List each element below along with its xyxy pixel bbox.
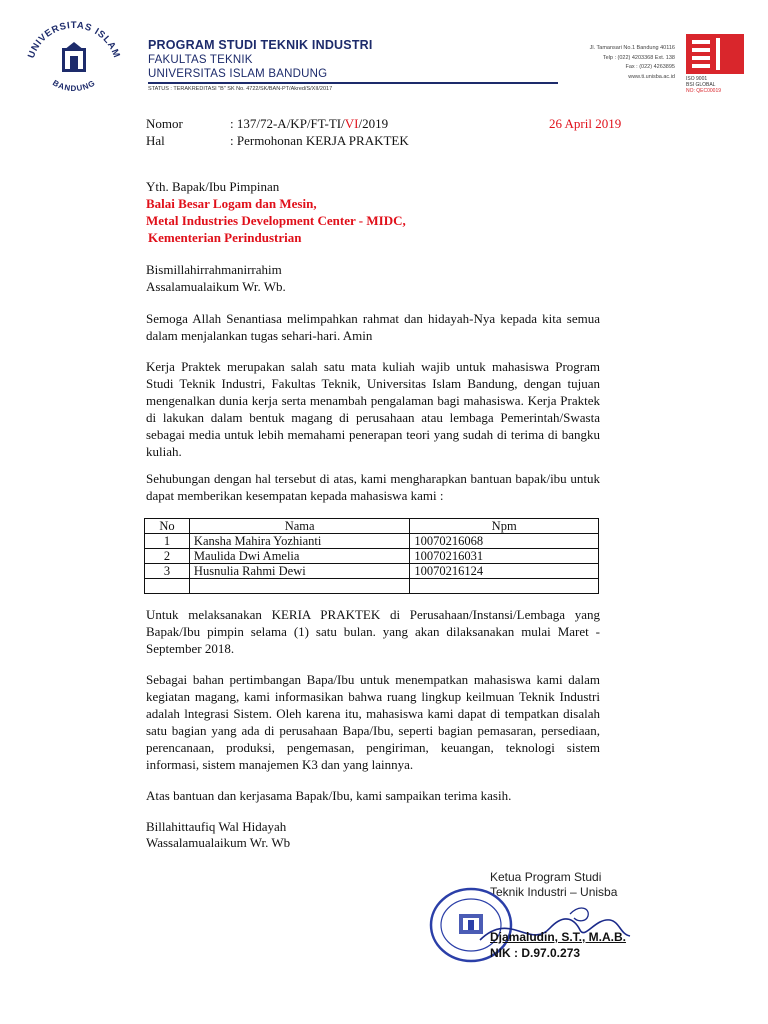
cell-nama: Kansha Mahira Yozhianti — [189, 534, 409, 549]
table-row — [145, 564, 599, 579]
cell-nama: Maulida Dwi Amelia — [189, 549, 409, 564]
website-line: www.ti.unisba.ac.id — [628, 73, 675, 80]
recipient-greeting: Yth. Bapak/Ibu Pimpinan — [146, 179, 280, 194]
university-logo-icon — [18, 18, 130, 96]
paragraph-3: Sehubungan dengan hal tersebut di atas, kami mengharapkan bantuan bapak/ibu untuk dapat memberikan kesempatan kepada mahasiswa kami : — [146, 471, 600, 503]
paragraph-1: Semoga Allah Senantiasa melimpahkan rahmat dan hidayah-Nya kepada kita semua dalam menjalankan tugas sehari-hari. Amin — [146, 311, 600, 343]
table-header-row — [145, 519, 599, 534]
table-row — [145, 549, 599, 564]
logo-text-bottom: BANDUNG — [50, 78, 98, 94]
program-name: PROGRAM STUDI TEKNIK INDUSTRI — [148, 38, 373, 52]
closing-line-1: Billahittaufiq Wal Hidayah — [146, 819, 287, 834]
address-line: Jl. Tamansari No.1 Bandung 40116 — [589, 45, 675, 51]
fax-line: Fax : (022) 4263895 — [625, 64, 675, 70]
cell-no: 3 — [145, 564, 190, 579]
cell-npm — [410, 579, 599, 594]
paragraph-4: Untuk melaksanakan KERIA PRAKTEK di Perusahaan/Instansi/Lembaga yang Bapak/Ibu pimpin selama (1) satu bulan. yang akan dilaksanakan mulai Maret - September 2018. — [146, 607, 600, 656]
student-table — [144, 518, 599, 594]
paragraph-6: Atas bantuan dan kerjasama Bapak/Ibu, kami sampaikan terima kasih. — [146, 788, 512, 803]
signatory-name: Djamaludin, S.T., M.A.B. — [490, 930, 627, 944]
university-name: UNIVERSITAS ISLAM BANDUNG — [148, 68, 328, 80]
nomor-label: Nomor — [146, 116, 183, 131]
opening-basmalah: Bismillahirrahmanirrahim — [146, 262, 282, 277]
cell-npm: 10070216124 — [410, 564, 599, 579]
cert-body-label: BSI GLOBAL — [686, 82, 716, 88]
address-block — [520, 44, 675, 82]
cell-npm: 10070216068 — [410, 534, 599, 549]
cell-no: 1 — [145, 534, 190, 549]
faculty-name: FAKULTAS TEKNIK — [148, 54, 253, 66]
phone-line: Telp : (022) 4203368 Ext. 138 — [602, 54, 675, 61]
cert-iso-label: ISO 9001 — [686, 76, 708, 82]
paragraph-5: Sebagai bahan pertimbangan Bapa/Ibu untuk menempatkan mahasiswa kami dalam kegiatan magang, kami informasikan bahwa ruang lingkup keilmuan Teknik Industri adalah lntegrasi Sistem. Oleh karena itu, mahasiswa kami dapat di tempatkan disalah satu bagian yang ada di perusahaan Bapa/Ibu, seperti bagian pemasaran, persediaan, perencanaan, produksi, pengemasan, pengiriman, keuangan, teknologi sistem informasi, sistem manajemen K3 dan yang lainnya. — [146, 672, 600, 772]
column-header-no: No — [145, 519, 190, 534]
hal-value: : Permohonan KERJA PRAKTEK — [230, 133, 409, 148]
letterhead-divider — [148, 82, 558, 84]
signatory-title-line-1: Ketua Program Studi — [490, 870, 602, 884]
accreditation-status: STATUS : TERAKREDITASI "B" SK No. 4722/SK/BAN-PT/Akred/S/XII/2017 — [148, 86, 333, 92]
cell-npm: 10070216031 — [410, 549, 599, 564]
nomor-suffix: /2019 — [358, 116, 389, 131]
letter-date: 26 April 2019 — [549, 116, 622, 131]
cell-nama — [189, 579, 409, 594]
recipient-line-3: Kementerian Perindustrian — [148, 230, 302, 245]
table-row — [145, 534, 599, 549]
cell-no: 2 — [145, 549, 190, 564]
nomor-value — [230, 115, 388, 132]
column-header-npm: Npm — [410, 519, 599, 534]
cert-number-label: NO: QEC00019 — [686, 88, 722, 94]
column-header-nama: Nama — [189, 519, 409, 534]
recipient-line-2: Metal Industries Development Center - MIDC, — [146, 213, 406, 228]
svg-text:BANDUNG — [51, 78, 97, 93]
paragraph-2: Kerja Praktek merupakan salah satu mata kuliah wajib untuk mahasiswa Program Studi Teknik Industri, Fakultas Teknik, Universitas Islam Bandung, dengan tujuan mengenalkan dunia kerja serta menambah pengalaman bagi mahasiswa. Kerja Praktek di lakukan dalam bentuk magang di perusahaan atau lembaga Pemerintah/Swasta sebagai media untuk lebih memahami penerapan teori yang sudah di terima di bangku kuliah. — [146, 359, 600, 459]
hal-label: Hal — [146, 133, 165, 148]
closing-line-2: Wassalamualaikum Wr. Wb — [146, 835, 291, 850]
signatory-title-line-2: Teknik Industri – Unisba — [490, 885, 618, 899]
cell-nama: Husnulia Rahmi Dewi — [189, 564, 409, 579]
recipient-line-1: Balai Besar Logam dan Mesin, — [146, 196, 317, 211]
nomor-month: VI — [344, 116, 359, 131]
cell-no — [145, 579, 190, 594]
logo-text-top: UNIVERSITAS ISLAM — [25, 19, 123, 60]
signatory-nik: NIK : D.97.0.273 — [490, 946, 581, 960]
opening-salam: Assalamualaikum Wr. Wb. — [146, 279, 286, 294]
nomor-prefix: : 137/72-A/KP/FT-TI/ — [230, 116, 345, 131]
table-row-empty — [145, 579, 599, 594]
certification-badge-icon — [686, 34, 744, 74]
